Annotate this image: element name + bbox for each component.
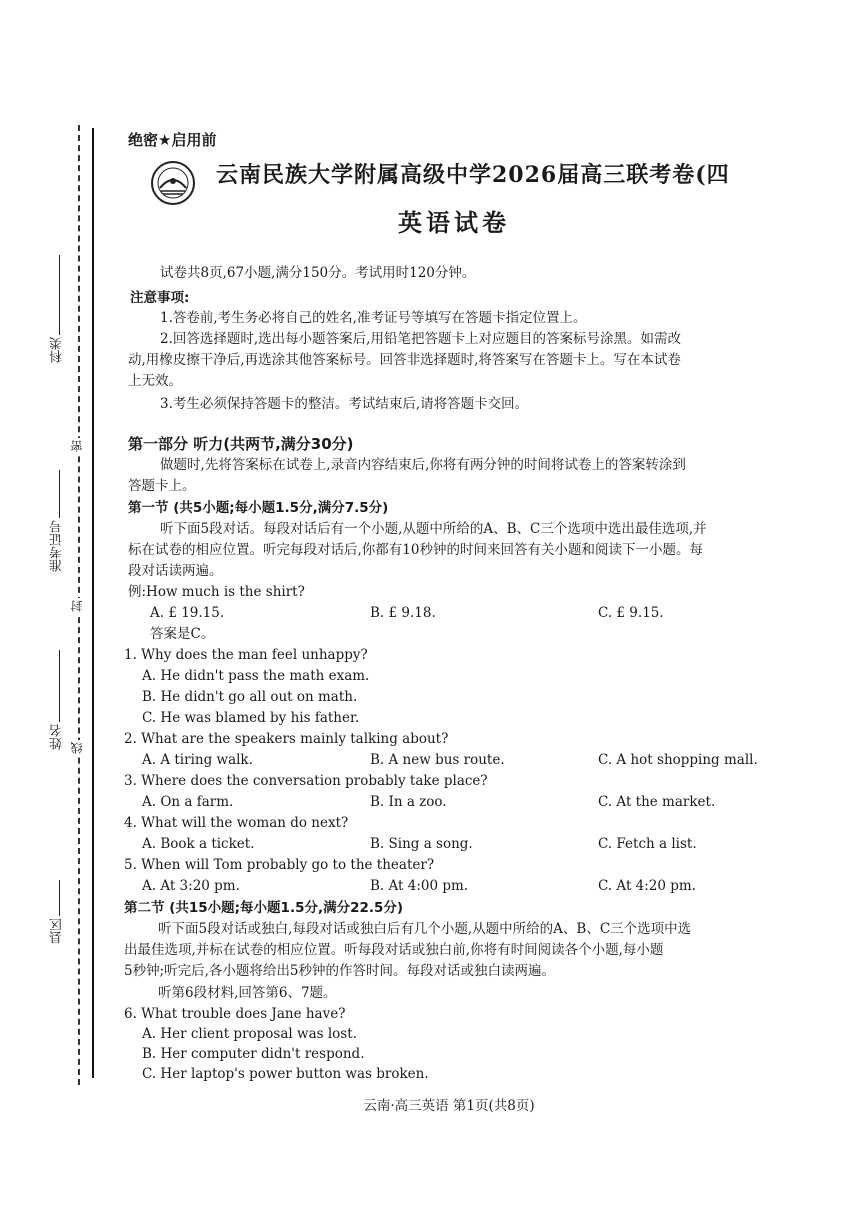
field-label: 科类 xyxy=(50,337,65,363)
section2-instruction: 听下面5段对话或独白,每段对话或独白后有几个小题,从题中所给的A、B、C三个选项中选 xyxy=(158,921,692,937)
section2-title: 第二节 (共15小题;每小题1.5分,满分22.5分) xyxy=(124,900,404,916)
section1-instruction: 听下面5段对话。每段对话后有一个小题,从题中所给的A、B、C三个选项中选出最佳选项,并 xyxy=(160,521,707,537)
field-subject-category[interactable] xyxy=(48,255,68,375)
option-1b: B. He didn't go all out on math. xyxy=(142,689,358,705)
question-5: 5. When will Tom probably go to the theater? xyxy=(124,857,435,873)
option-2b: B. A new bus route. xyxy=(370,752,505,768)
notice-item: 动,用橡皮擦干净后,再选涂其他答案标号。回答非选择题时,将答案写在答题卡上。写在本试卷 xyxy=(128,352,681,368)
notice-title: 注意事项: xyxy=(130,290,190,306)
part1-instruction: 答题卡上。 xyxy=(128,478,196,494)
section1-instruction: 段对话读两遍。 xyxy=(128,563,223,579)
section2-instruction: 出最佳选项,并标在试卷的相应位置。听每段对话或独白前,你将有时间阅读各个小题,每小题 xyxy=(124,942,664,958)
school-title: 云南民族大学附属高级中学2026届高三联考卷(四 xyxy=(216,162,730,188)
option-6c: C. Her laptop's power button was broken. xyxy=(142,1066,429,1082)
subject-title: 英语试卷 xyxy=(398,209,510,237)
example-option: B. £ 9.18. xyxy=(370,605,436,621)
question-6: 6. What trouble does Jane have? xyxy=(124,1006,346,1022)
option-6b: B. Her computer didn't respond. xyxy=(142,1046,365,1062)
section2-instruction: 5秒钟;听完后,各小题将给出5秒钟的作答时间。每段对话或独白读两遍。 xyxy=(124,963,556,979)
option-3a: A. On a farm. xyxy=(142,794,234,810)
option-5c: C. At 4:20 pm. xyxy=(598,878,697,894)
field-district[interactable] xyxy=(48,880,68,950)
exam-intro: 试卷共8页,67小题,满分150分。考试用时120分钟。 xyxy=(160,265,476,281)
page-footer: 云南·高三英语 第1页(共8页) xyxy=(363,1098,535,1114)
option-3b: B. In a zoo. xyxy=(370,794,447,810)
part1-instruction: 做题时,先将答案标在试卷上,录音内容结束后,你将有两分钟的时间将试卷上的答案转涂到 xyxy=(160,457,686,473)
notice-item: 上无效。 xyxy=(128,373,182,389)
option-1c: C. He was blamed by his father. xyxy=(142,710,360,726)
option-2a: A. A tiring walk. xyxy=(142,752,253,768)
seal-word: 密 xyxy=(70,440,84,452)
section1-title: 第一节 (共5小题;每小题1.5分,满分7.5分) xyxy=(128,500,389,516)
example-option: C. £ 9.15. xyxy=(598,605,664,621)
question-3: 3. Where does the conversation probably take place? xyxy=(124,773,488,789)
binding-margin xyxy=(0,0,95,1227)
option-4a: A. Book a ticket. xyxy=(142,836,255,852)
question-2: 2. What are the speakers mainly talking about? xyxy=(124,731,449,747)
example-option: A. £ 19.15. xyxy=(150,605,225,621)
option-1a: A. He didn't pass the math exam. xyxy=(142,668,370,684)
question-1: 1. Why does the man feel unhappy? xyxy=(124,647,368,663)
field-label: 姓名 xyxy=(50,724,65,750)
seal-word: 线 xyxy=(70,742,84,754)
margin-rule xyxy=(92,128,94,1078)
section2-material: 听第6段材料,回答第6、7题。 xyxy=(158,985,337,1001)
option-5a: A. At 3:20 pm. xyxy=(142,878,240,894)
field-exam-number[interactable] xyxy=(48,470,68,600)
part1-title: 第一部分 听力(共两节,满分30分) xyxy=(128,435,354,453)
option-4b: B. Sing a song. xyxy=(370,836,473,852)
confidential-label: 绝密★启用前 xyxy=(128,131,217,149)
notice-item: 3.考生必须保持答题卡的整洁。考试结束后,请将答题卡交回。 xyxy=(160,396,529,412)
seal-word: 封 xyxy=(70,600,84,612)
option-4c: C. Fetch a list. xyxy=(598,836,697,852)
school-logo-icon xyxy=(150,160,196,206)
field-label: 县区 xyxy=(50,918,65,944)
question-4: 4. What will the woman do next? xyxy=(124,815,349,831)
field-label: 准考证号 xyxy=(50,520,65,572)
option-5b: B. At 4:00 pm. xyxy=(370,878,469,894)
option-2c: C. A hot shopping mall. xyxy=(598,752,758,768)
option-6a: A. Her client proposal was lost. xyxy=(142,1026,357,1042)
notice-item: 2.回答选择题时,选出每小题答案后,用铅笔把答题卡上对应题目的答案标号涂黑。如需改 xyxy=(160,331,681,347)
example-answer: 答案是C。 xyxy=(150,626,215,642)
example-question: 例:How much is the shirt? xyxy=(128,584,305,600)
option-3c: C. At the market. xyxy=(598,794,716,810)
notice-item: 1.答卷前,考生务必将自己的姓名,准考证号等填写在答题卡指定位置上。 xyxy=(160,310,587,326)
field-name[interactable] xyxy=(48,650,68,770)
section1-instruction: 标在试卷的相应位置。听完每段对话后,你都有10秒钟的时间来回答有关小题和阅读下一小题。每 xyxy=(128,542,703,558)
